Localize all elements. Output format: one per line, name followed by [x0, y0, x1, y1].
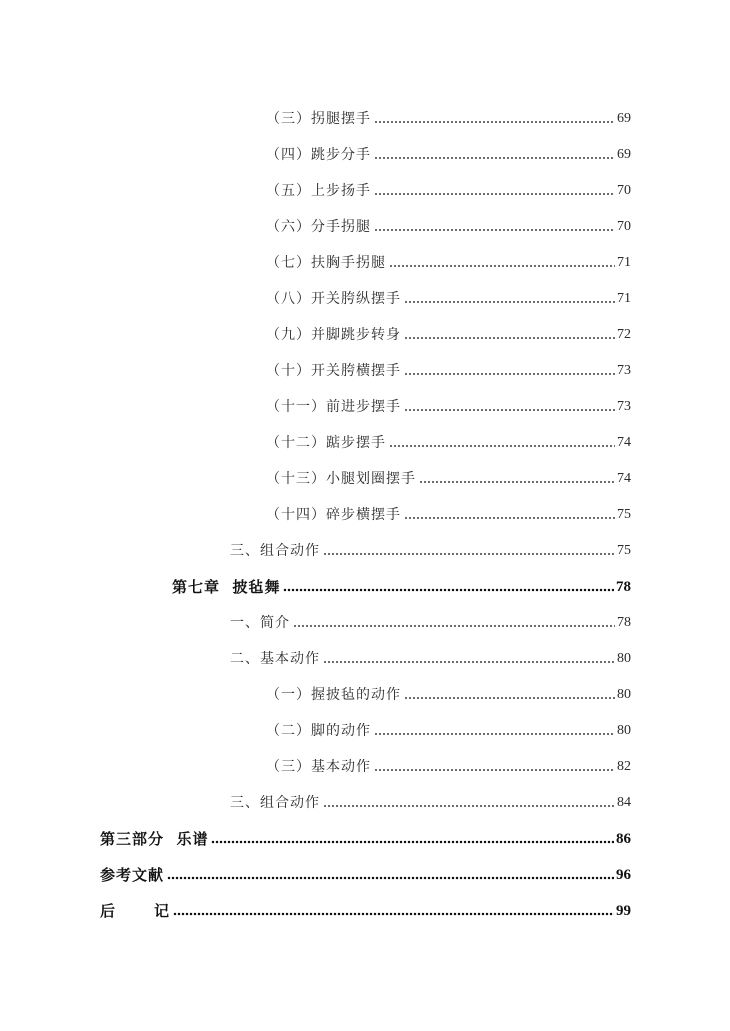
- toc-entry-page: 70: [617, 219, 631, 234]
- dot-leader: [293, 624, 615, 628]
- toc-entry-label: 第三部分 乐谱: [100, 830, 209, 848]
- toc-entry-label: （八）开关胯纵摆手: [266, 291, 401, 307]
- toc-entry-page: 78: [616, 579, 631, 595]
- dot-leader: [283, 588, 614, 592]
- toc-entry[interactable]: [266, 106, 631, 128]
- toc-entry-page: 75: [617, 543, 631, 558]
- toc-entry-label: （十一）前进步摆手: [266, 399, 401, 415]
- toc-entry-page: 71: [617, 255, 631, 270]
- toc-entry-label: [100, 902, 170, 920]
- dot-leader: [389, 444, 615, 448]
- toc-entry[interactable]: [266, 430, 631, 452]
- toc-entry-label-first: 后: [100, 902, 117, 920]
- toc-entry[interactable]: [266, 394, 631, 416]
- toc-entry[interactable]: [266, 718, 631, 740]
- toc-entry[interactable]: [230, 610, 631, 632]
- toc-entry-page: 80: [617, 651, 631, 666]
- toc-entry[interactable]: [230, 646, 631, 668]
- toc-entry[interactable]: [266, 682, 631, 704]
- dot-leader: [404, 372, 615, 376]
- toc-entry[interactable]: [230, 538, 631, 560]
- toc-entry-label: （七）扶胸手拐腿: [266, 255, 386, 271]
- toc-entry[interactable]: [230, 790, 631, 812]
- toc-entry-page: 74: [617, 435, 631, 450]
- dot-leader: [404, 408, 615, 412]
- toc-entry-page: 69: [617, 147, 631, 162]
- toc-entry-page: 82: [617, 759, 631, 774]
- dot-leader: [374, 156, 615, 160]
- toc-entry-label: 三、组合动作: [230, 543, 320, 559]
- toc-entry[interactable]: [266, 286, 631, 308]
- toc-entry[interactable]: [266, 502, 631, 524]
- toc-entry-page: 69: [617, 111, 631, 126]
- toc-entry-page: 70: [617, 183, 631, 198]
- toc-entry-label: （二）脚的动作: [266, 723, 371, 739]
- dot-leader: [323, 804, 615, 808]
- toc-entry-page: 78: [617, 615, 631, 630]
- toc-entry-page: 80: [617, 723, 631, 738]
- toc-entry-page: 74: [617, 471, 631, 486]
- toc-entry[interactable]: [266, 322, 631, 344]
- toc-entry-label: （九）并脚跳步转身: [266, 327, 401, 343]
- dot-leader: [404, 696, 615, 700]
- toc-entry-label: （五）上步扬手: [266, 183, 371, 199]
- dot-leader: [167, 876, 614, 880]
- toc-entry[interactable]: [266, 250, 631, 272]
- toc-entry[interactable]: [266, 178, 631, 200]
- dot-leader: [404, 300, 615, 304]
- toc-entry-label: （十四）碎步横摆手: [266, 507, 401, 523]
- toc-entry-label: （四）跳步分手: [266, 147, 371, 163]
- toc-part-entry[interactable]: [100, 862, 631, 884]
- dot-leader: [211, 840, 614, 844]
- toc-entry-page: 96: [616, 867, 631, 883]
- dot-leader: [323, 660, 615, 664]
- toc-entry[interactable]: [266, 754, 631, 776]
- dot-leader: [173, 912, 614, 916]
- toc-entry-page: 72: [617, 327, 631, 342]
- dot-leader: [374, 192, 615, 196]
- toc-entry-page: 99: [616, 903, 631, 919]
- dot-leader: [374, 228, 615, 232]
- toc-entry-label: 一、简介: [230, 615, 290, 631]
- toc-entry-page: 73: [617, 399, 631, 414]
- toc-entry-page: 80: [617, 687, 631, 702]
- dot-leader: [374, 120, 615, 124]
- toc-entry-label: （一）握披毡的动作: [266, 687, 401, 703]
- dot-leader: [323, 552, 615, 556]
- toc-entry-label: （十二）踮步摆手: [266, 435, 386, 451]
- toc-entry-label: （六）分手拐腿: [266, 219, 371, 235]
- toc-entry[interactable]: [266, 358, 631, 380]
- dot-leader: [404, 516, 615, 520]
- toc-entry-label: 二、基本动作: [230, 651, 320, 667]
- toc-entry-page: 86: [616, 831, 631, 847]
- toc-entry[interactable]: [266, 214, 631, 236]
- toc-entry-label: 参考文献: [100, 866, 165, 884]
- toc-entry-label: 第七章 披毡舞: [172, 578, 281, 596]
- toc-entry-page: 84: [617, 795, 631, 810]
- toc-entry-label: （十三）小腿划圈摆手: [266, 471, 416, 487]
- dot-leader: [374, 768, 615, 772]
- toc-entry-label: 三、组合动作: [230, 795, 320, 811]
- dot-leader: [374, 732, 615, 736]
- dot-leader: [404, 336, 615, 340]
- dot-leader: [389, 264, 615, 268]
- toc-chapter-entry[interactable]: [172, 574, 631, 596]
- toc-entry-label: （三）基本动作: [266, 759, 371, 775]
- toc-entry-page: 71: [617, 291, 631, 306]
- toc-part-entry[interactable]: [100, 898, 631, 920]
- toc-entry-page: 75: [617, 507, 631, 522]
- toc-entry-label: （十）开关胯横摆手: [266, 363, 401, 379]
- toc-part-entry[interactable]: [100, 826, 631, 848]
- toc-entry-label: （三）拐腿摆手: [266, 111, 371, 127]
- dot-leader: [419, 480, 615, 484]
- toc-entry-label-second: 记: [154, 902, 171, 920]
- toc-entry[interactable]: [266, 142, 631, 164]
- toc-entry[interactable]: [266, 466, 631, 488]
- toc-entry-page: 73: [617, 363, 631, 378]
